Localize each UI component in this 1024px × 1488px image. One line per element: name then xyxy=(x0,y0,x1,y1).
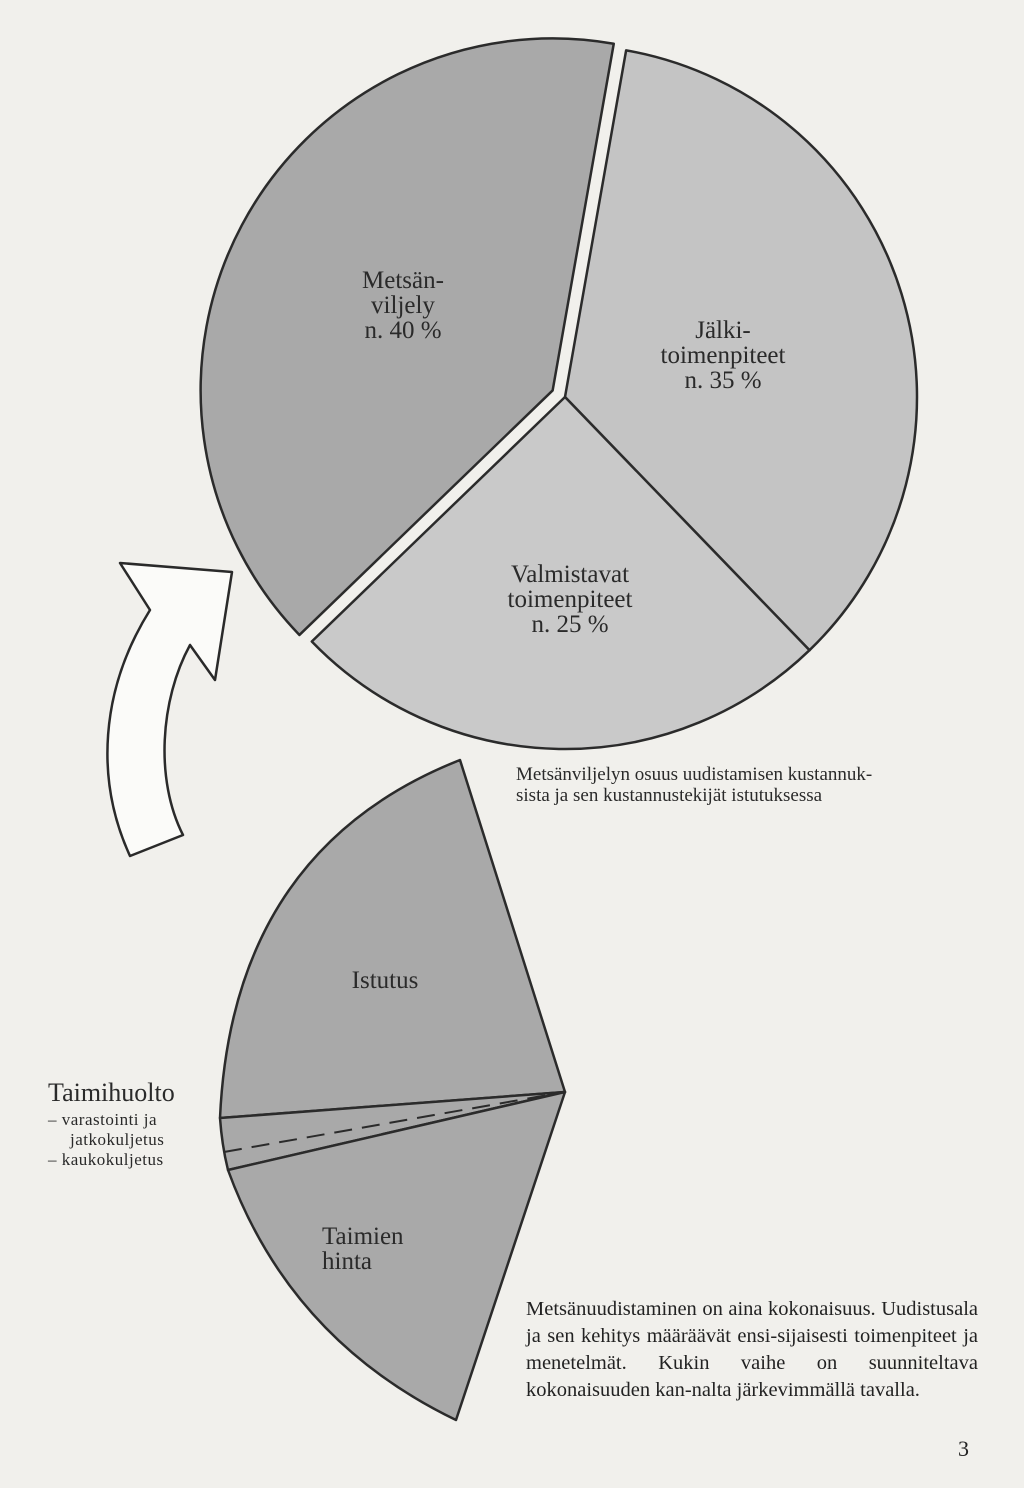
taimihuolto-item: – varastointi ja xyxy=(48,1110,158,1129)
wedge-slice-istutus xyxy=(220,760,565,1118)
slice-label-valmistavat: Valmistavat toimenpiteet n. 25 % xyxy=(507,561,633,638)
curved-arrow-icon xyxy=(107,563,232,856)
taimihuolto-items xyxy=(48,1110,175,1170)
slice-label-metsanviljely: Metsän- viljely n. 40 % xyxy=(362,267,444,344)
taimihuolto-item: – kaukokuljetus xyxy=(48,1150,164,1169)
figure-caption: Metsänviljelyn osuus uudistamisen kustannuk- sista ja sen kustannustekijät istutuksessa xyxy=(516,764,873,806)
taimihuolto-title: Taimihuolto xyxy=(48,1078,175,1107)
page-number: 3 xyxy=(958,1436,969,1461)
body-paragraph: Metsänuudistaminen on aina kokonaisuus. Uudistusala ja sen kehitys määräävät ensi-sijaisesti toimenpiteet ja menetelmät. Kukin vaihe on suunniteltava kokonaisuuden kan-nalta järkevimmällä tavalla. xyxy=(526,1298,978,1401)
wedge-label-taimien-hinta: Taimien hinta xyxy=(322,1223,404,1275)
cost-share-pie xyxy=(201,38,917,749)
wedge-label-istutus: Istutus xyxy=(351,967,419,994)
planting-cost-wedge xyxy=(220,760,565,1420)
taimihuolto-label xyxy=(48,1078,175,1170)
slice-label-jalkitoimenpiteet: Jälki- toimenpiteet n. 35 % xyxy=(660,317,786,394)
taimihuolto-item: jatkokuljetus xyxy=(70,1130,165,1149)
